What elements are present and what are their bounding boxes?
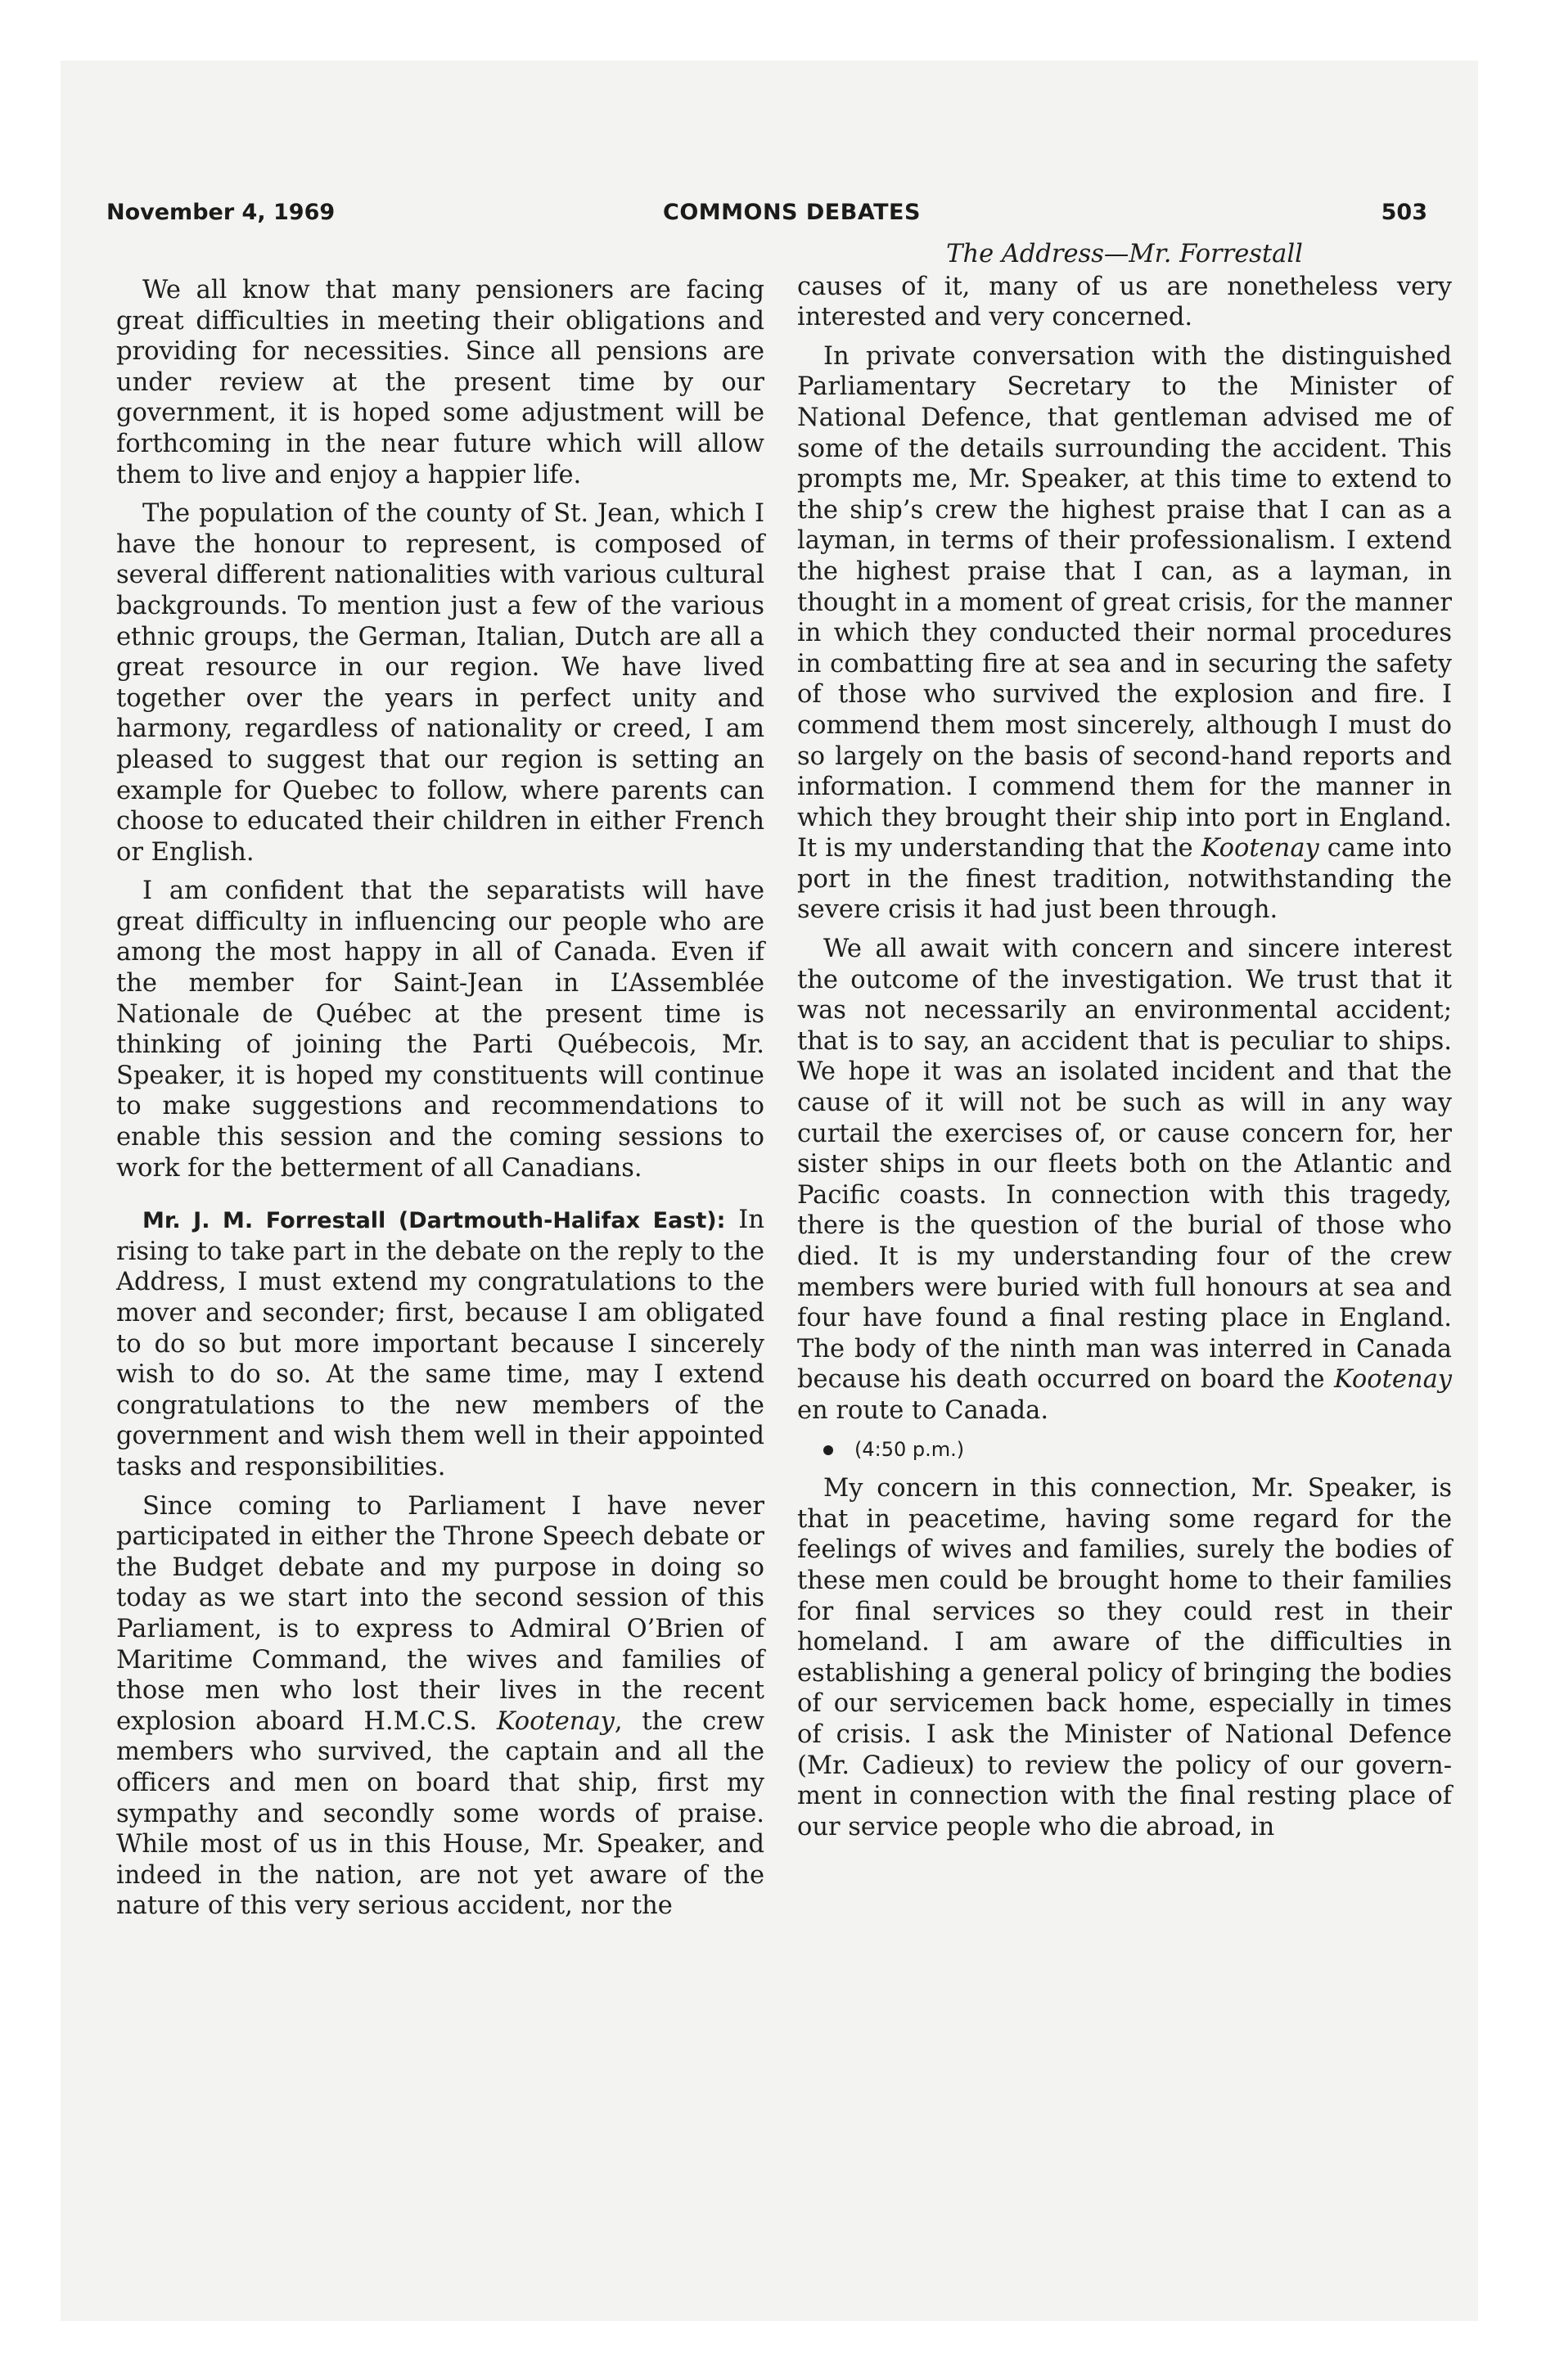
right-paragraph-2-part-b: came into port in the finest tradition, notwithstanding the severe crisis it had just been through.: [797, 834, 1452, 925]
left-paragraph-2: The population of the county of St. Jean, which I have the honour to represent, is composed of several different nationalities with various cultural backgrounds. To mention just a few of the various ethnic groups, the German, Italian, Dutch are all a great resource in our region. We have lived together over the years in perfect unity and harmony, regardless of nationality or creed, I am pleased to suggest that our region is setting an example for Quebec to follow, where parents can choose to educated their children in either French or English.: [116, 499, 764, 867]
left-paragraph-1: We all know that many pensioners are facing great difficulties in meeting their obligations and providing for necessities. Since all pensions are under review at the present time by our government, it is hoped some adjustment will be forthcoming in the near future which will allow them to live and enjoy a happier life.: [116, 276, 764, 489]
speaker-name: Mr. J. M. Forrestall (Dartmouth-Halifax East):: [142, 1208, 726, 1234]
left-paragraph-3: I am confident that the separatists will have great difficulty in influencing our people who are among the most happy in all of Canada. Even if the member for Saint-Jean in L’Assemblée Nationale de Québec at the present time is thinking of joining the Parti Québecois, Mr. Speaker, it is hoped my constituents will continue to make suggestions and recommendations to enable this session and the coming sessions to work for the betterment of all Canadians.: [116, 877, 764, 1183]
header-date: November 4, 1969: [106, 200, 336, 225]
left-paragraph-5-part-b: , the crew members who survived, the captain and all the officers and men on board that ship, first my sympathy and secondly some words of praise. While most of us in this House, Mr. Speaker, and indeed in the nation, are not yet aware of the nature of this very serious accident, nor the: [116, 1706, 764, 1921]
time-stamp-text: (4:50 p.m.): [854, 1437, 965, 1461]
left-paragraph-5: [116, 1491, 764, 1922]
right-paragraph-1: causes of it, many of us are nonetheless very interested and very concerned.: [797, 272, 1452, 332]
right-paragraph-2: [797, 341, 1452, 926]
time-stamp: [797, 1435, 1452, 1466]
right-paragraph-2-part-a: In private conversation with the distinguished Parliamentary Secretary to the Minister of National Defence, that gentleman advised me of some of the details surrounding the accident. This prompts me, Mr. Speaker, at this time to extend to the ship’s crew the highest praise that I can as a layman, in terms of their professionalism. I extend the highest praise that I can, as a layman, in thought in a moment of great crisis, for the manner in which they conducted their normal procedures in combatting fire at sea and in securing the safety of those who survived the explosion and fire. I commend them most sincerely, although I must do so largely on the basis of second-hand reports and information. I commend them for the manner in which they brought their ship into port in England. It is my understanding that the: [797, 341, 1452, 863]
left-column: [116, 275, 764, 1930]
ship-name: Kootenay: [1333, 1365, 1452, 1395]
header-title: COMMONS DEBATES: [663, 200, 921, 225]
page-header: [106, 200, 1427, 241]
page-sheet: [61, 61, 1478, 2321]
running-head: The Address—Mr. Forrestall: [946, 240, 1303, 268]
left-paragraph-5-part-a: Since coming to Parliament I have never participated in either the Throne Speech debate or the Budget debate and my purpose in doing so today as we start into the second session of this Parliament, is to express to Admiral O’Brien of Maritime Command, the wives and families of those men who lost their lives in the recent explosion aboard H.M.C.S.: [116, 1491, 764, 1736]
header-page-number: 503: [1381, 200, 1427, 225]
right-paragraph-4: My concern in this connection, Mr. Speaker, is that in peacetime, having some regard for the feelings of wives and families, surely the bodies of these men could be brought home to their families for final services so they could rest in their homeland. I am aware of the difficulties in establishing a general policy of bringing the bodies of our servicemen back home, especially in times of crisis. I ask the Minister of National Defence (Mr. Cadieux) to review the policy of our government in connection with the final resting place of our service people who die abroad, in: [797, 1474, 1452, 1841]
right-paragraph-3: [797, 934, 1452, 1427]
left-paragraph-4-text: In rising to take part in the debate on the reply to the Address, I must extend my congratulations to the mover and seconder; first, because I am obligated to do so but more important because I sincerely wish to do so. At the same time, may I extend congratulations to the new members of the government and wish them well in their appointed tasks and responsibilities.: [116, 1206, 764, 1481]
right-paragraph-3-part-a: We all await with concern and sincere interest the outcome of the investigation. We trust that it was not necessarily an environmental accident; that is to say, an accident that is peculiar to ships. We hope it was an isolated incident and that the cause of it will not be such as will in any way curtail the exercises of, or cause concern for, her sister ships in our fleets both on the Atlantic and Pacific coasts. In connection with this tragedy, there is the question of the burial of those who died. It is my understanding four of the crew members were buried with full honours at sea and four have found a final resting place in England. The body of the ninth man was interred in Canada because his death occurred on board the: [797, 935, 1452, 1395]
ship-name: Kootenay: [496, 1706, 615, 1736]
ship-name: Kootenay: [1201, 834, 1319, 863]
left-paragraph-4: [116, 1205, 764, 1482]
right-paragraph-3-part-b: en route to Canada.: [797, 1395, 1049, 1425]
bullet-icon: [823, 1445, 833, 1455]
right-column: [797, 239, 1452, 1850]
